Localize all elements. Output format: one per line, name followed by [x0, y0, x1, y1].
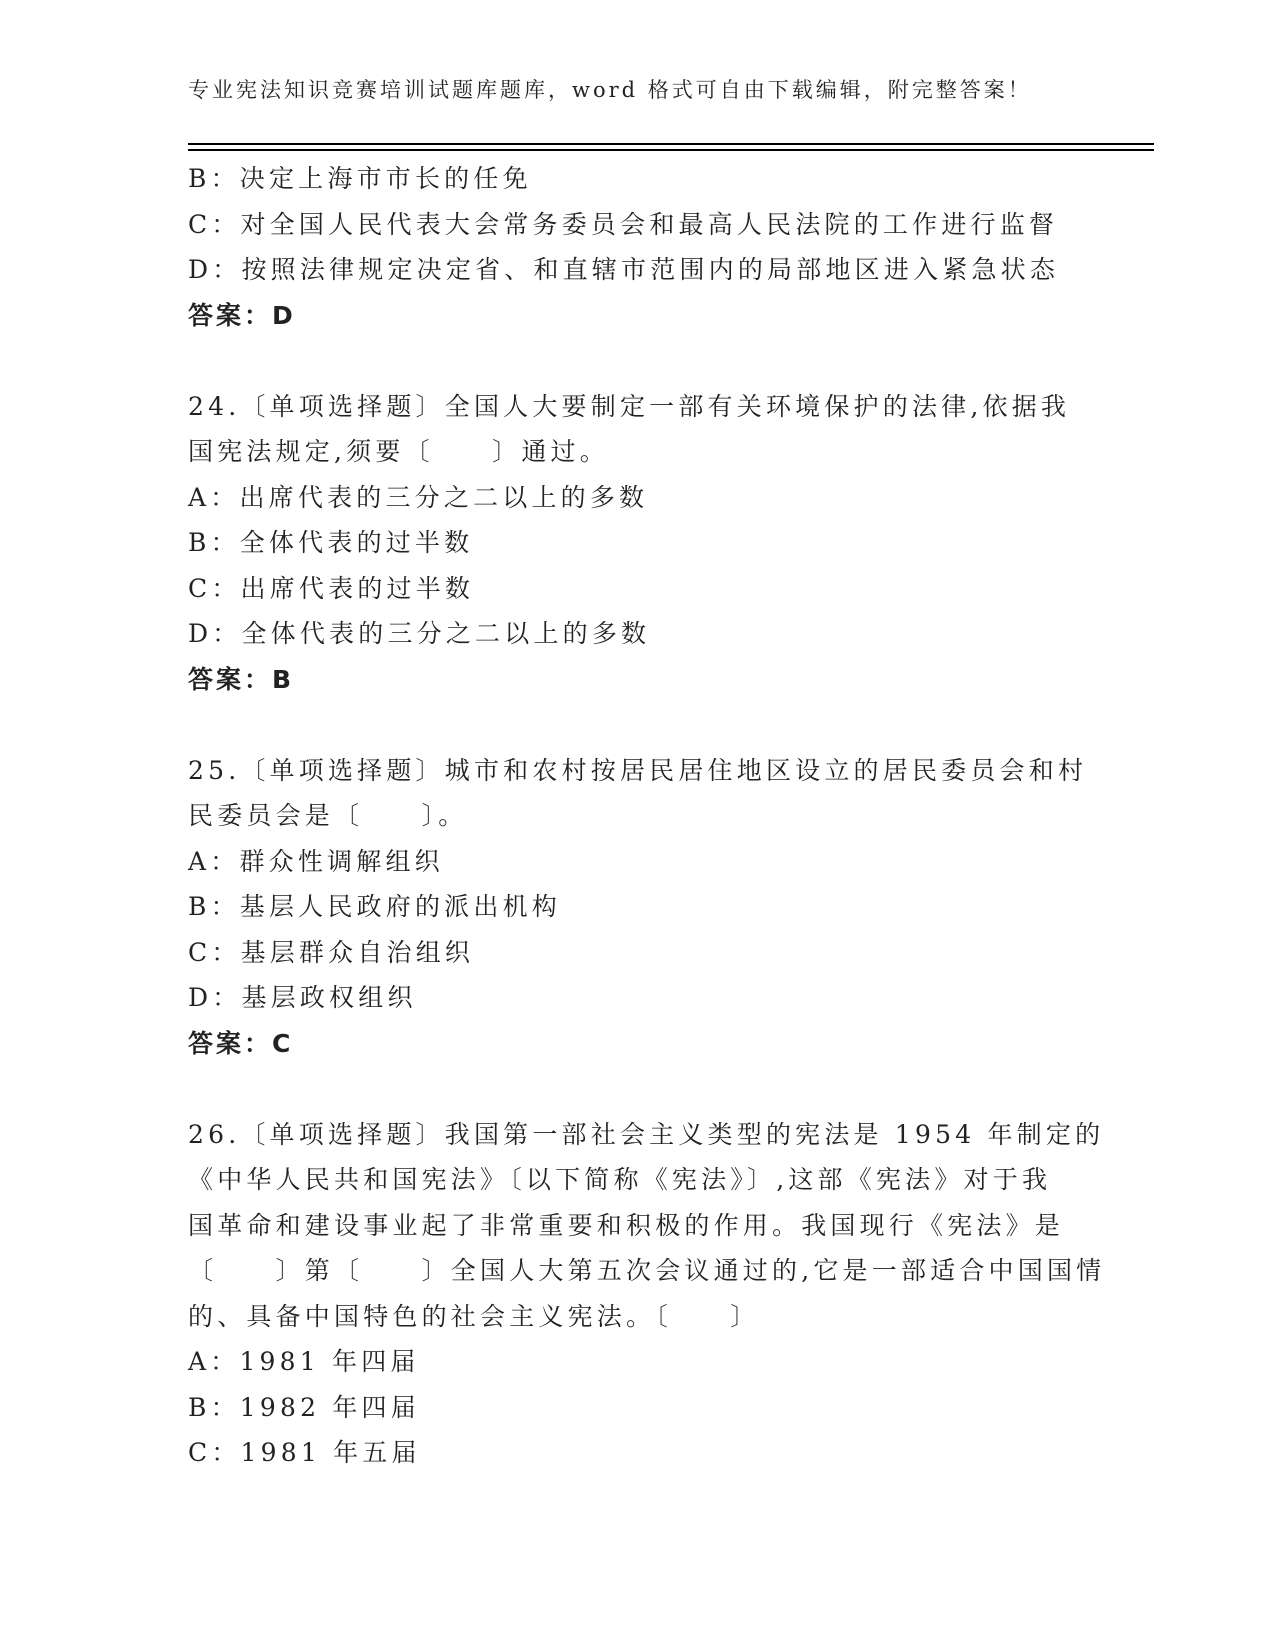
- spacer: [188, 702, 1088, 748]
- option-c: C：对全国人民代表大会常务委员会和最高人民法院的工作进行监督: [188, 209, 1059, 239]
- question-23-tail: [188, 156, 1088, 338]
- question-stem: 〔 〕第〔 〕全国人大第五次会议通过的,它是一部适合中国国情: [188, 1256, 1106, 1285]
- option-d: D：按照法律规定决定省、和直辖市范围内的局部地区进入紧急状态: [188, 255, 1060, 284]
- option-b: B：基层人民政府的派出机构: [188, 892, 561, 921]
- option-d: D：全体代表的三分之二以上的多数: [188, 619, 651, 648]
- page-header: 专业宪法知识竞赛培训试题库题库，word 格式可自由下载编辑，附完整答案！: [188, 78, 1032, 102]
- option-b: B：全体代表的过半数: [188, 528, 474, 557]
- header-divider-top: [188, 143, 1154, 145]
- question-24: [188, 384, 1088, 703]
- option-c: C：1981 年五届: [188, 1438, 421, 1467]
- question-stem: 的、具备中国特色的社会主义宪法。〔 〕: [188, 1301, 760, 1331]
- option-c: C：基层群众自治组织: [188, 937, 475, 967]
- answer: 答案：C: [188, 1028, 294, 1058]
- question-26: [188, 1112, 1106, 1476]
- answer: 答案：B: [188, 664, 295, 694]
- option-a: A：1981 年四届: [188, 1347, 420, 1376]
- answer: 答案：D: [188, 300, 296, 330]
- option-b: B：1982 年四届: [188, 1392, 420, 1422]
- question-list: [188, 156, 1106, 1476]
- question-stem: 民委员会是〔 〕。: [188, 801, 468, 830]
- option-b: B：决定上海市市长的任免: [188, 164, 532, 193]
- spacer: [188, 1066, 1088, 1112]
- question-stem: 《中华人民共和国宪法》〔以下简称《宪法》〕,这部《宪法》对于我: [188, 1165, 1052, 1194]
- header-divider-bottom: [188, 149, 1154, 151]
- question-stem: 24.〔单项选择题〕全国人大要制定一部有关环境保护的法律,依据我: [188, 391, 1071, 421]
- option-c: C：出席代表的过半数: [188, 573, 475, 603]
- question-stem: 26.〔单项选择题〕我国第一部社会主义类型的宪法是 1954 年制定的: [188, 1119, 1105, 1149]
- spacer: [188, 338, 1088, 384]
- question-stem: 国宪法规定,须要〔 〕通过。: [188, 437, 609, 466]
- option-d: D：基层政权组织: [188, 983, 417, 1012]
- question-stem: 国革命和建设事业起了非常重要和积极的作用。我国现行《宪法》是: [188, 1210, 1065, 1240]
- option-a: A：出席代表的三分之二以上的多数: [188, 482, 649, 512]
- question-25: [188, 748, 1088, 1067]
- question-stem: 25.〔单项选择题〕城市和农村按居民居住地区设立的居民委员会和村: [188, 755, 1088, 785]
- option-a: A：群众性调解组织: [188, 846, 444, 876]
